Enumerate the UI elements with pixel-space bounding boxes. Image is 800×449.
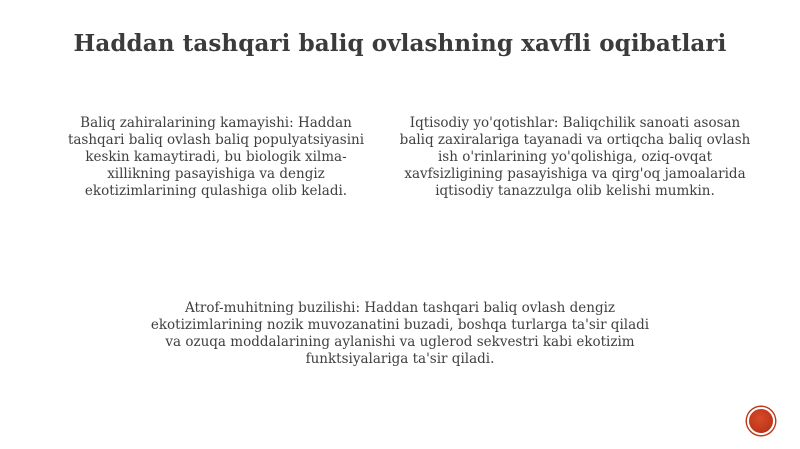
circle-nav-icon[interactable] xyxy=(747,407,775,435)
text-block-economic-losses: Iqtisodiy yo'qotishlar: Baliqchilik sanoati asosan baliq zaxiralariga tayanadi va ortiqcha baliq ovlash ish o'rinlarining yo'qolishiga, oziq-ovqat xavfsizligining pasayishiga va qirg'oq jamoalarida iqtisodiy tanazzulga olib kelishi mumkin. xyxy=(399,115,751,199)
text-block-environmental-damage: Atrof-muhitning buzilishi: Haddan tashqari baliq ovlash dengiz ekotizimlarining nozik muvozanatini buzadi, boshqa turlarga ta'sir qiladi va ozuqa moddalarining aylanishi va uglerod sekvestri kabi ekotizim funktsiyalariga ta'sir qiladi. xyxy=(150,300,650,367)
text-block-stock-depletion: Baliq zahiralarining kamayishi: Haddan tashqari baliq ovlash baliq populyatsiyasini keskin kamaytiradi, bu biologik xilma-xillikning pasayishiga va dengiz ekotizimlarining qulashiga olib keladi. xyxy=(67,115,365,199)
slide-title: Haddan tashqari baliq ovlashning xavfli oqibatlari xyxy=(73,30,727,57)
